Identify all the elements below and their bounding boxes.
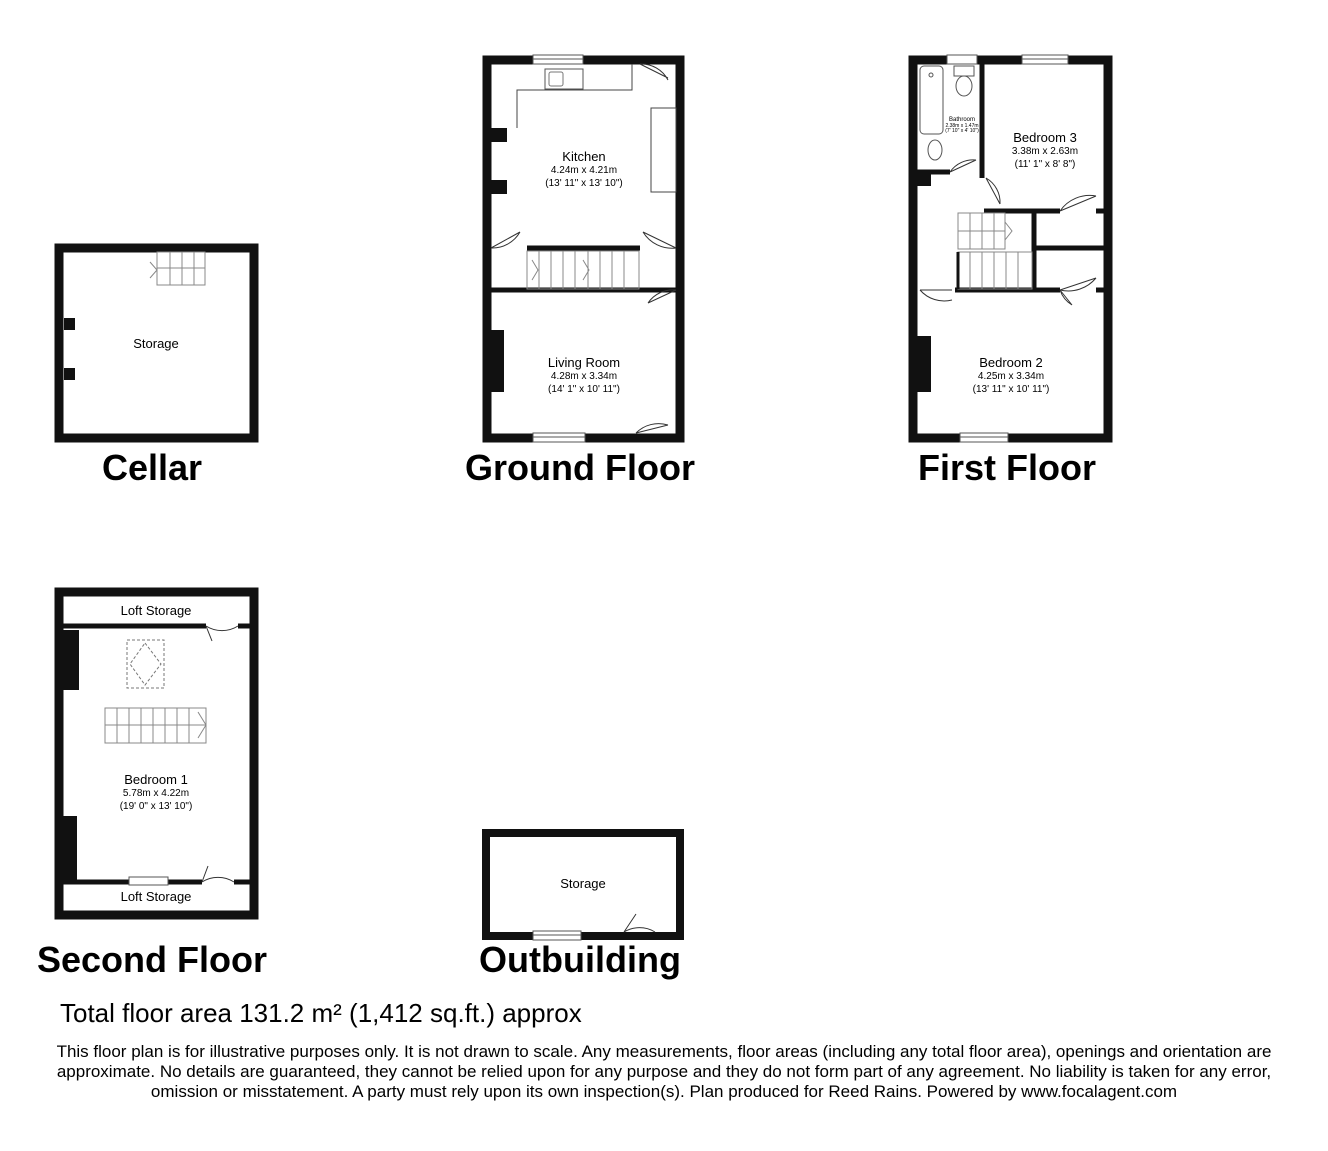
cellar-stairs [150, 252, 205, 285]
room-label-kitchen [545, 149, 622, 190]
floor-title-cellar: Cellar [101, 447, 203, 488]
room-name: Kitchen [562, 149, 606, 164]
room-label-bathroom [945, 117, 979, 135]
room-label-cellar-storage [133, 336, 179, 352]
room-name: Living Room [547, 355, 621, 370]
ground-floor-stairs [527, 248, 640, 289]
room-label-outbuilding-storage [560, 876, 606, 892]
room-name: Bedroom 3 [1013, 130, 1077, 145]
floor-title-first-floor: First Floor [918, 447, 1096, 488]
room-label-living-room [548, 355, 620, 396]
room-name: Loft Storage [120, 603, 192, 618]
room-dimensions-metric: 4.25m x 3.34m [977, 371, 1045, 383]
room-label-bedroom-1 [120, 772, 193, 813]
total-floor-area: Total floor area 131.2 m² (1,412 sq.ft.) approx [60, 998, 582, 1028]
floor-title-outbuilding: Outbuilding [479, 939, 681, 980]
room-name: Bedroom 2 [979, 355, 1043, 370]
second-floor-stairs [105, 708, 206, 743]
room-name: Loft Storage [120, 889, 192, 904]
floor-title-ground-floor: Ground Floor [465, 447, 695, 488]
second-floor-plan [59, 592, 254, 915]
room-dimensions-imperial: (19' 0" x 13' 10") [119, 800, 193, 812]
first-floor-stairs [958, 213, 1032, 289]
room-label-bedroom-3 [1012, 130, 1078, 171]
room-dimensions-metric: 2.38m x 1.47m [945, 122, 979, 129]
room-label-loft-storage-top [121, 603, 192, 619]
room-label-loft-storage-bottom [121, 889, 192, 905]
room-name: Storage [560, 876, 606, 891]
floor-title-second-floor: Second Floor [36, 939, 268, 980]
room-dimensions-imperial: (13' 11" x 10' 11") [972, 383, 1050, 395]
room-name: Bathroom [948, 117, 975, 123]
room-name: Bedroom 1 [124, 772, 188, 787]
room-dimensions-metric: 3.38m x 2.63m [1011, 146, 1079, 158]
room-dimensions-metric: 4.24m x 4.21m [550, 165, 618, 177]
room-name: Storage [133, 336, 179, 351]
room-dimensions-metric: 5.78m x 4.22m [122, 788, 190, 800]
disclaimer-text: This floor plan is for illustrative purposes only. It is not drawn to scale. Any measurements, floor areas (including any total floor area), openings and orientation are approximate. No details are guaranteed, they cannot be relied upon for any purpose and they do not form part of any agreement. No liability is taken for any error, omission or misstatement. A party must rely upon its own inspection(s). Plan produced for Reed Rains. Powered by www.focalagent.com [56, 1042, 1272, 1101]
room-dimensions-metric: 4.28m x 3.34m [550, 371, 618, 383]
room-dimensions-imperial: (13' 11" x 13' 10") [545, 177, 623, 189]
room-dimensions-imperial: (11' 1" x 8' 8") [1014, 158, 1076, 170]
room-dimensions-imperial: (14' 1" x 10' 11") [548, 383, 620, 395]
room-label-bedroom-2 [973, 355, 1050, 396]
room-dimensions-imperial: (7' 10" x 4' 10") [945, 128, 979, 135]
